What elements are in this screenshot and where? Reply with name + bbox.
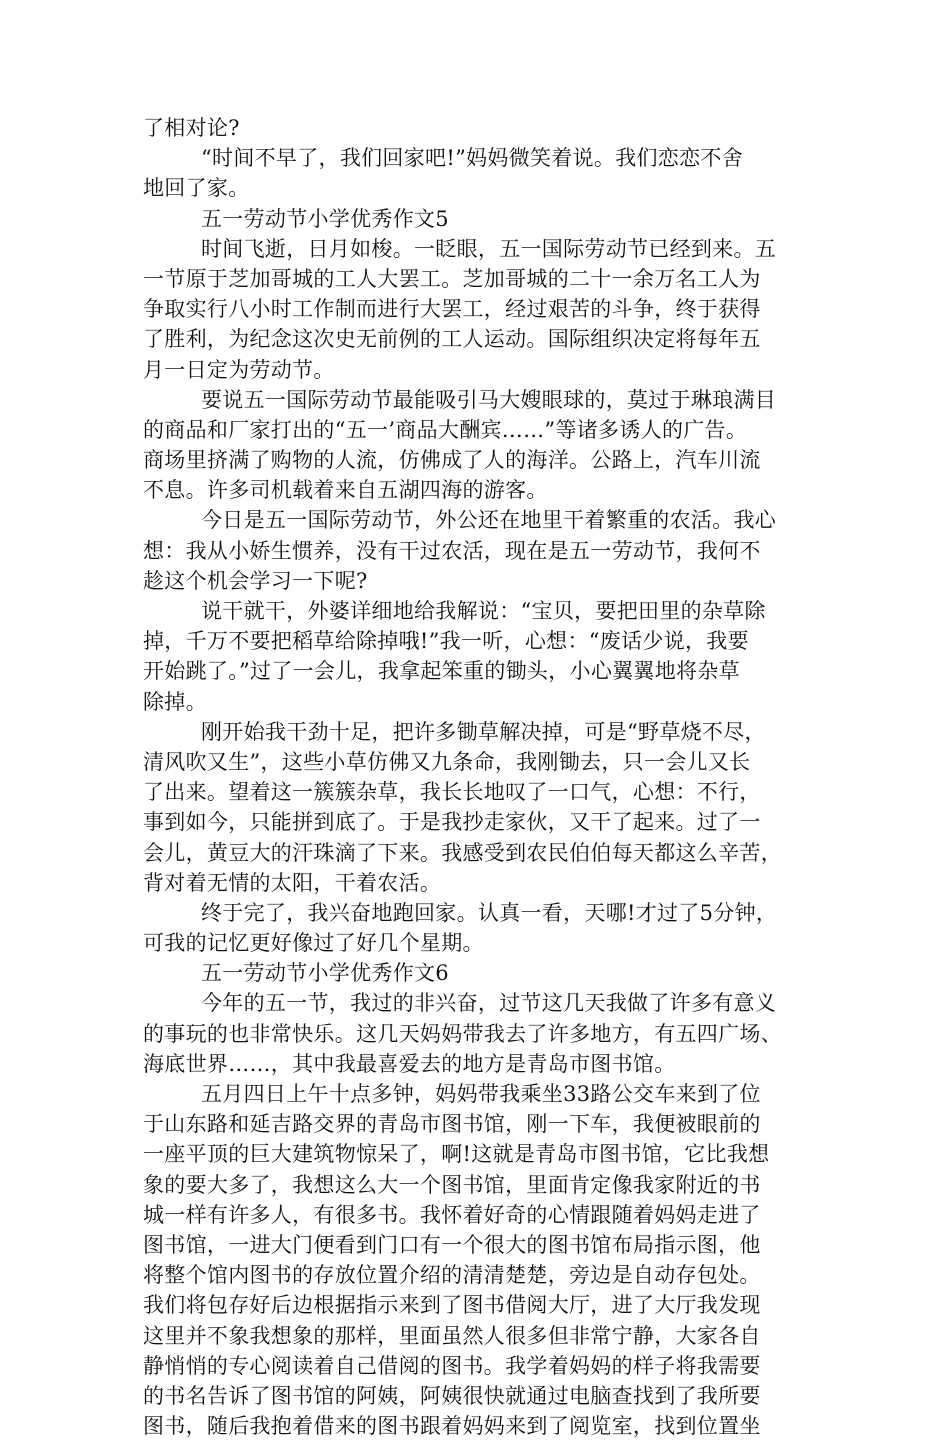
paragraph-first-line: 今日是五一国际劳动节，外公还在地里干着繁重的农活。我心 [201, 508, 777, 533]
text-line: 争取实行八小时工作制而进行大罢工，经过艰苦的斗争，终于获得 [143, 297, 761, 322]
text-line: 了出来。望着这一簇簇杂草，我长长地叹了一口气，心想：不行， [143, 780, 761, 805]
text-line: 的商品和厂家打出的“五一’商品大酬宾……”等诸多诱人的广告。 [143, 417, 748, 442]
text-line: 事到如今，只能拼到底了。于是我抄走家伙，又干了起来。过了一 [143, 810, 761, 835]
paragraph-first-line: 刚开始我干劲十足，把许多锄草解决掉，可是“野草烧不尽， [201, 719, 766, 744]
text-line: 想：我从小娇生惯养，没有干过农活，现在是五一劳动节，我何不 [143, 538, 761, 563]
text-line: 地回了家。 [143, 176, 250, 201]
document-body [143, 113, 811, 1441]
text-line: 海底世界……，其中我最喜爱去的地方是青岛市图书馆。 [143, 1051, 676, 1076]
text-line: 除掉。 [143, 689, 207, 714]
text-line: 背对着无情的太阳，干着农活。 [143, 870, 442, 895]
text-line: 静悄悄的专心阅读着自己借阅的图书。我学着妈妈的样子将我需要 [143, 1353, 761, 1378]
text-line: 清风吹又生”，这些小草仿佛又九条命，我刚锄去，只一会儿又长 [143, 749, 751, 774]
text-line: 了胜利，为纪念这次史无前例的工人运动。国际组织决定将每年五 [143, 327, 761, 352]
text-line: 商场里挤满了购物的人流，仿佛成了人的海洋。公路上，汽车川流 [143, 448, 761, 473]
text-line: 一座平顶的巨大建筑物惊呆了，啊!这就是青岛市图书馆，它比我想 [143, 1142, 770, 1167]
text-line: 趁这个机会学习一下呢? [143, 568, 368, 593]
text-line: 可我的记忆更好像过了好几个星期。 [143, 931, 484, 956]
text-line: 不息。许多司机载着来自五湖四海的游客。 [143, 478, 548, 503]
text-line: 会儿，黄豆大的汗珠滴了下来。我感受到农民伯伯每天都这么辛苦， [143, 840, 782, 865]
paragraph-first-line: 要说五一国际劳动节最能吸引马大嫂眼球的，莫过于琳琅满目 [201, 387, 777, 412]
text-line: 于山东路和延吉路交界的青岛市图书馆，刚一下车，我便被眼前的 [143, 1112, 761, 1137]
text-line: 象的要大多了，我想这么大一个图书馆，里面肯定像我家附近的书 [143, 1172, 761, 1197]
text-line: 图书，随后我抱着借来的图书跟着妈妈来到了阅览室，找到位置坐 [143, 1414, 761, 1439]
text-line: 开始跳了。”过了一会儿，我拿起笨重的锄头，小心翼翼地将杂草 [143, 659, 740, 684]
text-line: 图书馆，一进大门便看到门口有一个很大的图书馆布局指示图，他 [143, 1232, 761, 1257]
paragraph-first-line: 五一劳动节小学优秀作文5 [201, 206, 449, 231]
text-line: 月一日定为劳动节。 [143, 357, 335, 382]
text-line: 的书名告诉了图书馆的阿姨，阿姨很快就通过电脑查找到了我所要 [143, 1383, 761, 1408]
text-line: 城一样有许多人，有很多书。我怀着好奇的心情跟随着妈妈走进了 [143, 1202, 761, 1227]
paragraph-first-line: 五月四日上午十点多钟，妈妈带我乘坐33路公交车来到了位 [201, 1082, 761, 1106]
paragraph-first-line: 终于完了，我兴奋地跑回家。认真一看，天哪!才过了5分钟， [201, 900, 778, 925]
paragraph-first-line: 五一劳动节小学优秀作文6 [201, 961, 449, 986]
paragraph-first-line: 时间飞逝，日月如梭。一眨眼，五一国际劳动节已经到来。五 [201, 236, 777, 261]
paragraph-first-line: 说干就干，外婆详细地给我解说：“宝贝，要把田里的杂草除 [201, 599, 766, 623]
text-line: 掉，千万不要把稻草给除掉哦!”我一听，心想：“废话少说，我要 [143, 629, 749, 654]
text-line: 一节原于芝加哥城的工人大罢工。芝加哥城的二十一余万名工人为 [143, 266, 761, 291]
paragraph-first-line: “时间不早了，我们回家吧!”妈妈微笑着说。我们恋恋不舍 [201, 146, 744, 171]
text-line: 这里并不象我想象的那样，里面虽然人很多但非常宁静，大家各自 [143, 1323, 761, 1348]
text-line: 的事玩的也非常快乐。这几天妈妈带我去了许多地方，有五四广场、 [143, 1021, 782, 1046]
text-line: 将整个馆内图书的存放位置介绍的清清楚楚，旁边是自动存包处。 [143, 1263, 761, 1288]
text-line: 了相对论? [143, 116, 240, 140]
paragraph-first-line: 今年的五一节，我过的非兴奋，过节这几天我做了许多有意义 [201, 991, 777, 1016]
text-line: 我们将包存好后边根据指示来到了图书借阅大厅，进了大厅我发现 [143, 1293, 761, 1318]
